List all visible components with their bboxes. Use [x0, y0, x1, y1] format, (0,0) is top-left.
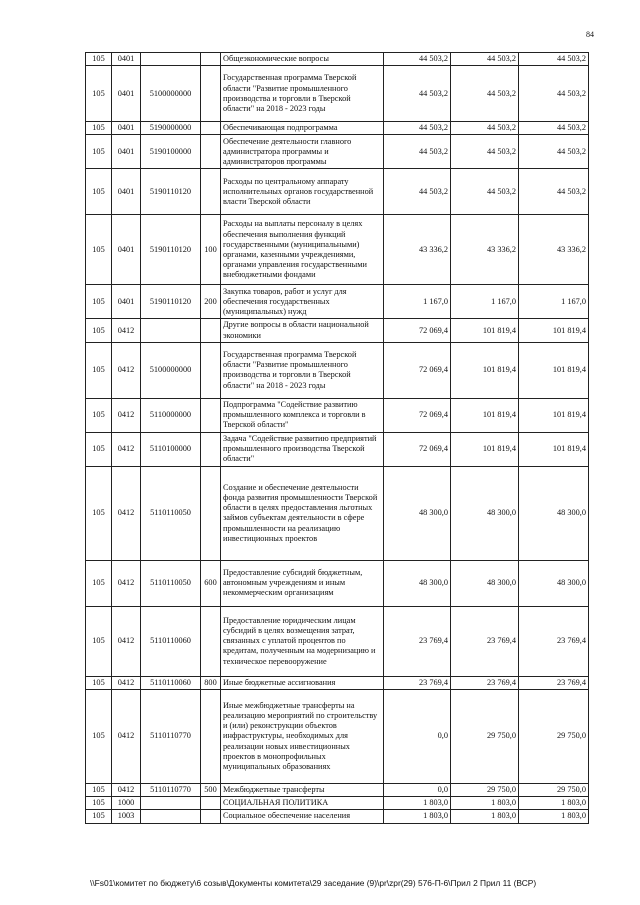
amount-year-2: 101 819,4: [451, 342, 519, 398]
table-row: [86, 169, 589, 215]
expense-type-code: [201, 66, 221, 122]
table-row: [86, 319, 589, 342]
amount-year-2: 101 819,4: [451, 319, 519, 342]
subsection-code: 1003: [112, 810, 141, 823]
target-article-code: 5110000000: [141, 398, 201, 432]
subsection-code: 0412: [112, 560, 141, 606]
section-code: 105: [86, 319, 112, 342]
item-name: Межбюджетные трансферты: [221, 784, 384, 797]
amount-year-2: 43 336,2: [451, 215, 519, 285]
expense-type-code: [201, 797, 221, 810]
section-code: 105: [86, 53, 112, 66]
amount-year-3: 1 803,0: [519, 797, 589, 810]
target-article-code: [141, 53, 201, 66]
amount-year-1: 0,0: [384, 690, 451, 784]
table-row: [86, 606, 589, 676]
amount-year-3: 48 300,0: [519, 466, 589, 560]
target-article-code: [141, 319, 201, 342]
item-name: Социальное обеспечение населения: [221, 810, 384, 823]
item-name: Предоставление юридическим лицам субсидий в целях возмещения затрат, связанных с уплатой процентов по кредитам, полученным на модернизацию и техническое перевооружение: [221, 606, 384, 676]
amount-year-1: 44 503,2: [384, 122, 451, 135]
expense-type-code: [201, 319, 221, 342]
amount-year-3: 29 750,0: [519, 784, 589, 797]
target-article-code: 5190100000: [141, 135, 201, 169]
amount-year-3: 101 819,4: [519, 432, 589, 466]
amount-year-2: 48 300,0: [451, 560, 519, 606]
table-row: [86, 135, 589, 169]
amount-year-2: 101 819,4: [451, 398, 519, 432]
section-code: 105: [86, 560, 112, 606]
amount-year-3: 48 300,0: [519, 560, 589, 606]
section-code: 105: [86, 122, 112, 135]
table-row: [86, 810, 589, 823]
amount-year-3: 23 769,4: [519, 676, 589, 689]
document-path-footer: \\Fs01\комитет по бюджету\6 созыв\Документы комитета\29 заседание (9)\pr\zpr(29) 576-П-6\Прил 2 Прил 11 (ВСР): [90, 878, 537, 888]
section-code: 105: [86, 398, 112, 432]
amount-year-3: 44 503,2: [519, 66, 589, 122]
section-code: 105: [86, 676, 112, 689]
amount-year-2: 1 167,0: [451, 285, 519, 319]
target-article-code: 5190110120: [141, 215, 201, 285]
amount-year-3: 44 503,2: [519, 53, 589, 66]
subsection-code: 0412: [112, 784, 141, 797]
subsection-code: 0412: [112, 606, 141, 676]
expense-type-code: [201, 135, 221, 169]
target-article-code: [141, 810, 201, 823]
amount-year-2: 101 819,4: [451, 432, 519, 466]
target-article-code: 5110110060: [141, 606, 201, 676]
amount-year-1: 72 069,4: [384, 319, 451, 342]
item-name: Иные бюджетные ассигнования: [221, 676, 384, 689]
item-name: Расходы на выплаты персоналу в целях обеспечения выполнения функций государственными (муниципальными) органами, казенными учреждениями, органами управления государственными внебюджетными фондами: [221, 215, 384, 285]
table-row: [86, 66, 589, 122]
amount-year-1: 23 769,4: [384, 606, 451, 676]
section-code: 105: [86, 606, 112, 676]
target-article-code: 5110110050: [141, 466, 201, 560]
subsection-code: 0401: [112, 66, 141, 122]
item-name: Расходы по центральному аппарату исполнительных органов государственной власти Тверской области: [221, 169, 384, 215]
expense-type-code: 800: [201, 676, 221, 689]
section-code: 105: [86, 215, 112, 285]
subsection-code: 0412: [112, 398, 141, 432]
expense-type-code: [201, 432, 221, 466]
amount-year-1: 72 069,4: [384, 342, 451, 398]
section-code: 105: [86, 66, 112, 122]
item-name: Иные межбюджетные трансферты на реализацию мероприятий по строительству и (или) реконструкции объектов инфраструктуры, необходимых для реализации новых инвестиционных проектов в монопрофильных муниципальных образованиях: [221, 690, 384, 784]
table-row: [86, 215, 589, 285]
amount-year-2: 44 503,2: [451, 53, 519, 66]
target-article-code: 5110110770: [141, 784, 201, 797]
amount-year-1: 48 300,0: [384, 466, 451, 560]
subsection-code: 0401: [112, 169, 141, 215]
amount-year-3: 1 803,0: [519, 810, 589, 823]
amount-year-2: 23 769,4: [451, 606, 519, 676]
amount-year-3: 101 819,4: [519, 342, 589, 398]
target-article-code: 5110110050: [141, 560, 201, 606]
expense-type-code: [201, 398, 221, 432]
amount-year-1: 72 069,4: [384, 432, 451, 466]
subsection-code: 1000: [112, 797, 141, 810]
amount-year-2: 29 750,0: [451, 784, 519, 797]
expense-type-code: [201, 169, 221, 215]
subsection-code: 0412: [112, 432, 141, 466]
item-name: Государственная программа Тверской области "Развитие промышленного производства и торговли в Тверской области" на 2018 - 2023 годы: [221, 342, 384, 398]
section-code: 105: [86, 466, 112, 560]
subsection-code: 0401: [112, 285, 141, 319]
amount-year-2: 44 503,2: [451, 135, 519, 169]
amount-year-3: 101 819,4: [519, 319, 589, 342]
amount-year-2: 44 503,2: [451, 169, 519, 215]
amount-year-3: 101 819,4: [519, 398, 589, 432]
amount-year-3: 1 167,0: [519, 285, 589, 319]
target-article-code: 5110110770: [141, 690, 201, 784]
target-article-code: 5190110120: [141, 169, 201, 215]
amount-year-1: 44 503,2: [384, 53, 451, 66]
subsection-code: 0412: [112, 676, 141, 689]
section-code: 105: [86, 810, 112, 823]
target-article-code: 5110110060: [141, 676, 201, 689]
section-code: 105: [86, 797, 112, 810]
amount-year-1: 72 069,4: [384, 398, 451, 432]
table-row: [86, 342, 589, 398]
target-article-code: [141, 797, 201, 810]
item-name: Предоставление субсидий бюджетным, автономным учреждениям и иным некоммерческим организациям: [221, 560, 384, 606]
amount-year-2: 1 803,0: [451, 797, 519, 810]
subsection-code: 0401: [112, 135, 141, 169]
section-code: 105: [86, 690, 112, 784]
expense-type-code: [201, 53, 221, 66]
item-name: Подпрограмма "Содействие развитию промышленного комплекса и торговли в Тверской области": [221, 398, 384, 432]
target-article-code: 5190000000: [141, 122, 201, 135]
item-name: Общеэкономические вопросы: [221, 53, 384, 66]
target-article-code: 5110100000: [141, 432, 201, 466]
amount-year-3: 44 503,2: [519, 135, 589, 169]
section-code: 105: [86, 432, 112, 466]
subsection-code: 0412: [112, 690, 141, 784]
table-row: [86, 466, 589, 560]
expense-type-code: 100: [201, 215, 221, 285]
item-name: Государственная программа Тверской области "Развитие промышленного производства и торговли в Тверской области" на 2018 - 2023 годы: [221, 66, 384, 122]
amount-year-1: 48 300,0: [384, 560, 451, 606]
item-name: Обеспечивающая подпрограмма: [221, 122, 384, 135]
table-row: [86, 797, 589, 810]
table-row: [86, 122, 589, 135]
table-row: [86, 676, 589, 689]
subsection-code: 0412: [112, 466, 141, 560]
section-code: 105: [86, 169, 112, 215]
amount-year-3: 23 769,4: [519, 606, 589, 676]
section-code: 105: [86, 342, 112, 398]
amount-year-1: 1 803,0: [384, 797, 451, 810]
budget-table: [85, 52, 589, 824]
amount-year-3: 29 750,0: [519, 690, 589, 784]
amount-year-1: 43 336,2: [384, 215, 451, 285]
amount-year-1: 1 167,0: [384, 285, 451, 319]
target-article-code: 5190110120: [141, 285, 201, 319]
expense-type-code: 500: [201, 784, 221, 797]
expense-type-code: 200: [201, 285, 221, 319]
amount-year-1: 0,0: [384, 784, 451, 797]
amount-year-2: 29 750,0: [451, 690, 519, 784]
table-row: [86, 784, 589, 797]
expense-type-code: [201, 122, 221, 135]
subsection-code: 0401: [112, 53, 141, 66]
amount-year-3: 44 503,2: [519, 169, 589, 215]
item-name: Обеспечение деятельности главного администратора программы и администраторов программы: [221, 135, 384, 169]
amount-year-1: 1 803,0: [384, 810, 451, 823]
amount-year-1: 23 769,4: [384, 676, 451, 689]
amount-year-1: 44 503,2: [384, 66, 451, 122]
amount-year-2: 1 803,0: [451, 810, 519, 823]
amount-year-2: 48 300,0: [451, 466, 519, 560]
item-name: СОЦИАЛЬНАЯ ПОЛИТИКА: [221, 797, 384, 810]
target-article-code: 5100000000: [141, 342, 201, 398]
amount-year-3: 43 336,2: [519, 215, 589, 285]
subsection-code: 0401: [112, 122, 141, 135]
item-name: Задача "Содействие развитию предприятий промышленного производства Тверской области": [221, 432, 384, 466]
table-row: [86, 398, 589, 432]
table-row: [86, 560, 589, 606]
expense-type-code: [201, 606, 221, 676]
expense-type-code: [201, 342, 221, 398]
item-name: Закупка товаров, работ и услуг для обеспечения государственных (муниципальных) нужд: [221, 285, 384, 319]
page-number: 84: [586, 30, 594, 39]
item-name: Другие вопросы в области национальной экономики: [221, 319, 384, 342]
section-code: 105: [86, 135, 112, 169]
table-row: [86, 432, 589, 466]
amount-year-2: 44 503,2: [451, 66, 519, 122]
subsection-code: 0401: [112, 215, 141, 285]
subsection-code: 0412: [112, 342, 141, 398]
amount-year-3: 44 503,2: [519, 122, 589, 135]
target-article-code: 5100000000: [141, 66, 201, 122]
amount-year-2: 44 503,2: [451, 122, 519, 135]
amount-year-1: 44 503,2: [384, 169, 451, 215]
expense-type-code: [201, 810, 221, 823]
expense-type-code: [201, 466, 221, 560]
expense-type-code: 600: [201, 560, 221, 606]
section-code: 105: [86, 285, 112, 319]
table-row: [86, 53, 589, 66]
section-code: 105: [86, 784, 112, 797]
subsection-code: 0412: [112, 319, 141, 342]
amount-year-1: 44 503,2: [384, 135, 451, 169]
table-row: [86, 690, 589, 784]
table-row: [86, 285, 589, 319]
expense-type-code: [201, 690, 221, 784]
amount-year-2: 23 769,4: [451, 676, 519, 689]
item-name: Создание и обеспечение деятельности фонда развития промышленности Тверской области в целях предоставления льготных займов субъектам деятельности в сфере промышленности на реализацию инвестиционных проектов: [221, 466, 384, 560]
